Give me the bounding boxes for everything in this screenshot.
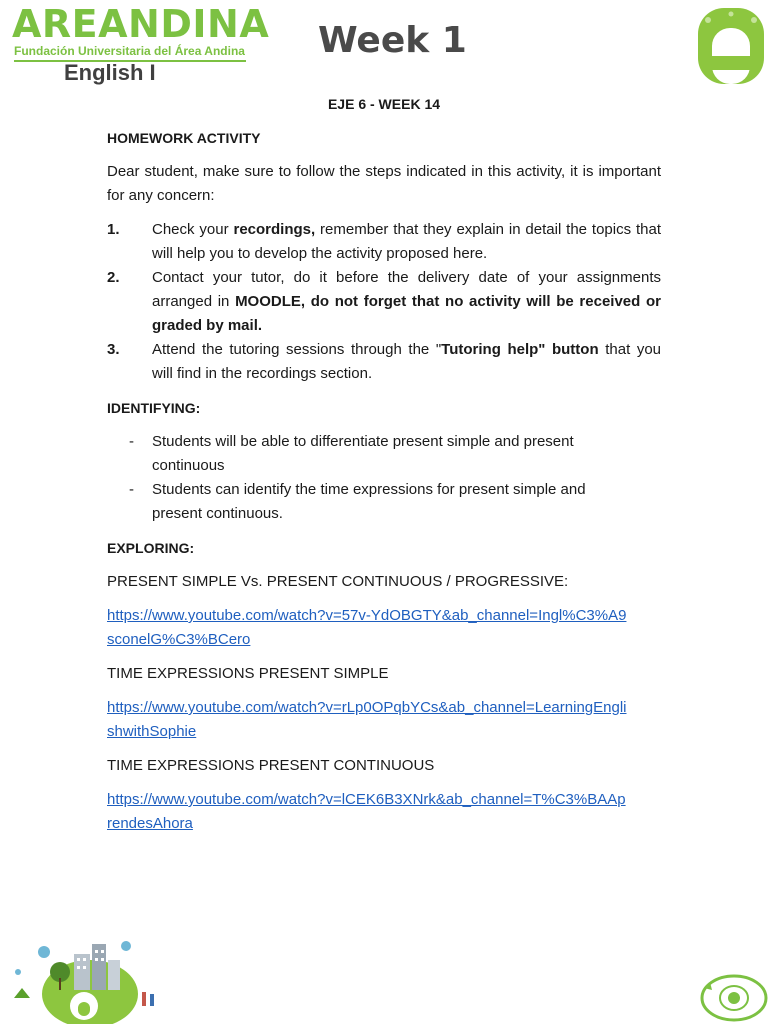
- brand-logo: [6, 2, 270, 62]
- list-item-text: Students will be able to differentiate present simple and present continuous: [152, 433, 574, 474]
- step-number: 3.: [107, 341, 120, 358]
- areandina-emblem-icon: [694, 4, 768, 88]
- identifying-heading: IDENTIFYING:: [107, 400, 201, 416]
- step-text: Attend the tutoring sessions through the "Tutoring help" button that you will find in the recordings section.: [152, 341, 662, 382]
- list-item-text: Students can identify the time expressions for present simple and present continuous.: [152, 481, 586, 522]
- document-subtitle: EJE 6 - WEEK 14: [327, 96, 441, 112]
- identifying-list: [107, 430, 661, 526]
- bullet-mark: -: [129, 433, 134, 450]
- step-item: [107, 338, 661, 386]
- week-title: Week 1: [318, 20, 467, 61]
- homework-heading: HOMEWORK ACTIVITY: [107, 130, 261, 146]
- step-number: 2.: [107, 269, 120, 286]
- bullet-mark: -: [129, 481, 134, 498]
- step-text: Check your recordings, remember that they explain in detail the topics that will help you to develop the activity proposed here.: [152, 221, 661, 262]
- logo-wordmark: AREANDINA: [12, 2, 270, 46]
- video-link[interactable]: https://www.youtube.com/watch?v=rLp0OPqbYCs&ab_channel=LearningEnglishwithSophie: [107, 699, 627, 740]
- logo-subtitle: Fundación Universitaria del Área Andina: [14, 44, 246, 62]
- step-item: [107, 266, 661, 338]
- video-link[interactable]: https://www.youtube.com/watch?v=57v-YdOBGTY&ab_channel=Ingl%C3%A9sconelG%C3%BCero: [107, 607, 627, 648]
- recycle-badge-icon: [696, 970, 768, 1024]
- list-item: [107, 430, 661, 478]
- intro-paragraph: Dear student, make sure to follow the steps indicated in this activity, it is important for any concern:: [107, 163, 661, 204]
- steps-list: [107, 218, 661, 386]
- course-name: English I: [64, 60, 156, 85]
- resource-label: PRESENT SIMPLE Vs. PRESENT CONTINUOUS / PROGRESSIVE:: [107, 573, 569, 590]
- step-text: Contact your tutor, do it before the delivery date of your assignments arranged in MOODLE, do not forget that no activity will be received or graded by mail.: [152, 269, 661, 334]
- resource-label: TIME EXPRESSIONS PRESENT CONTINUOUS: [107, 757, 435, 774]
- step-number: 1.: [107, 221, 120, 238]
- video-link[interactable]: https://www.youtube.com/watch?v=lCEK6B3XNrk&ab_channel=T%C3%BAAprendesAhora: [107, 791, 626, 832]
- exploring-heading: EXPLORING:: [107, 540, 195, 556]
- resource-label: TIME EXPRESSIONS PRESENT SIMPLE: [107, 665, 389, 682]
- step-item: [107, 218, 661, 266]
- document-body: [107, 92, 661, 846]
- list-item: [107, 478, 661, 526]
- green-city-illustration-icon: [8, 928, 164, 1024]
